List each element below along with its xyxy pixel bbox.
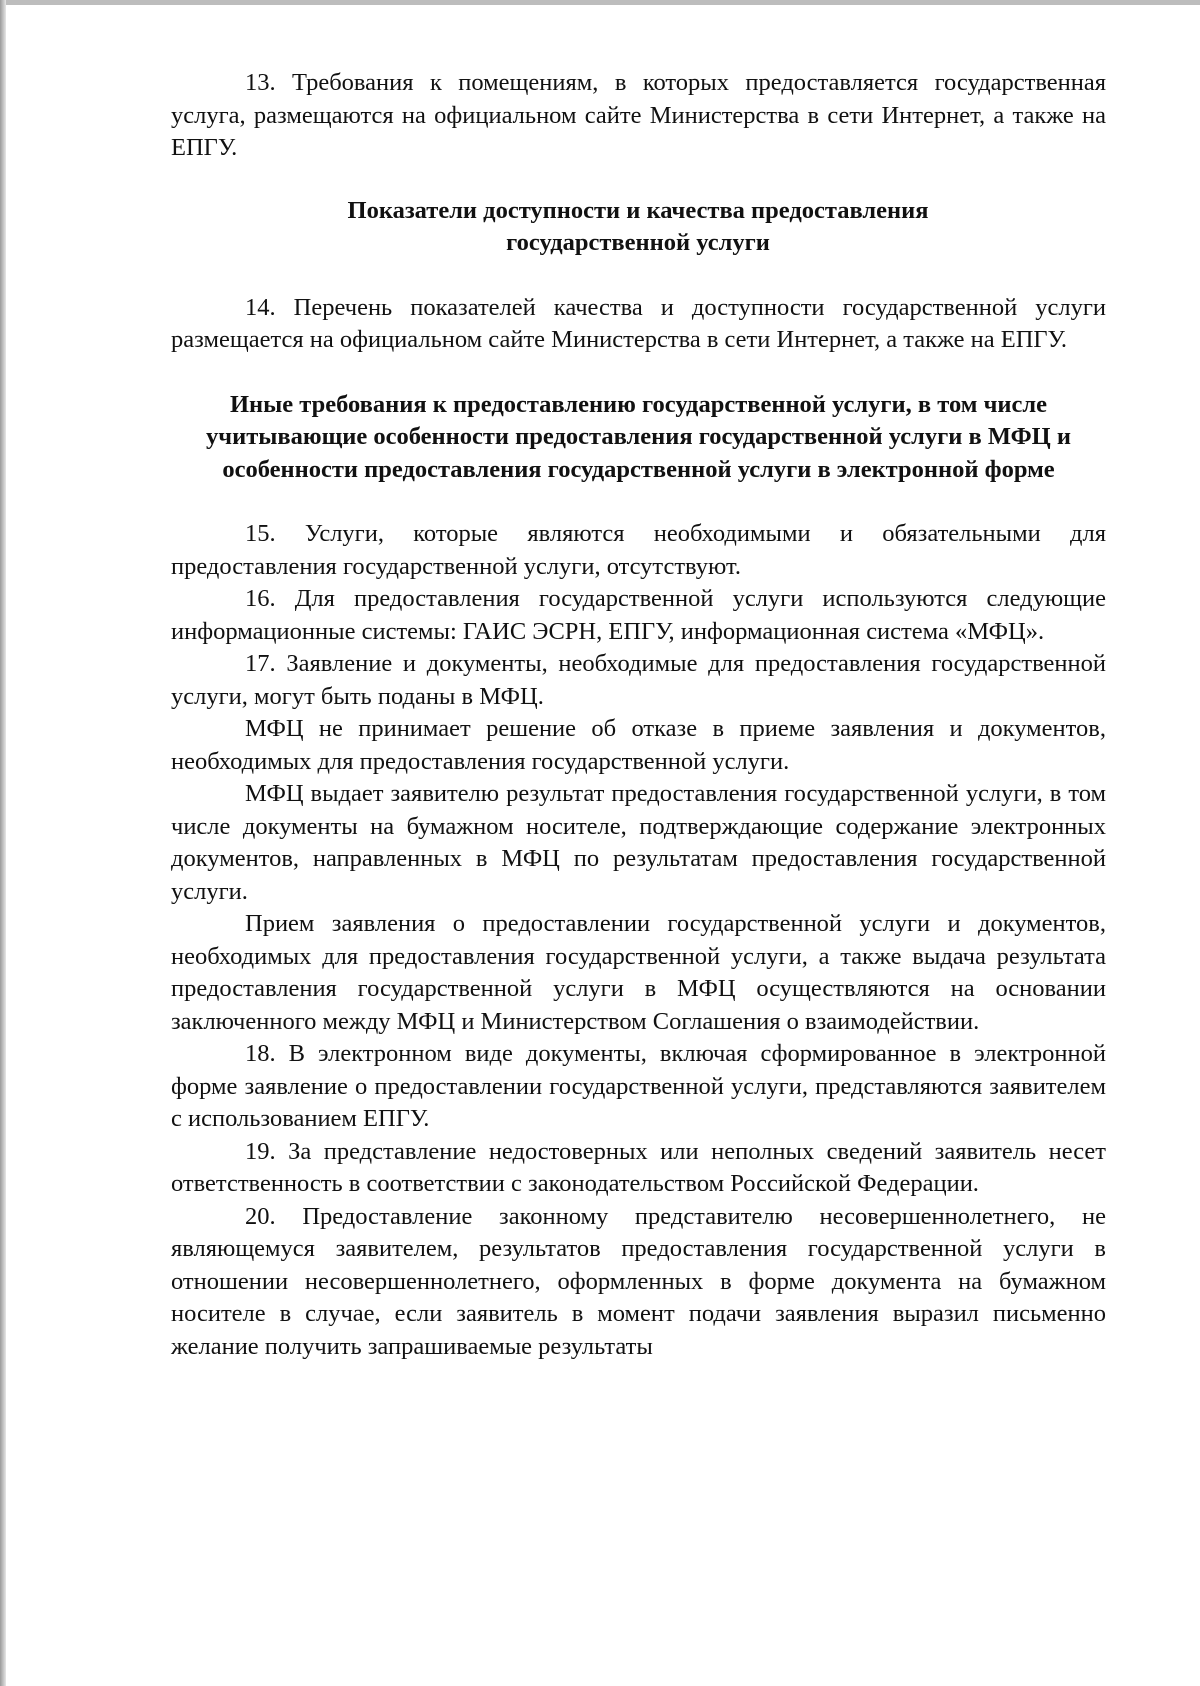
- paragraph-13: 13. Требования к помещениям, в которых предоставляется государственная услуга, размещаются на официальном сайте Министерства в сети Интернет, а также на ЕПГУ.: [171, 69, 1106, 161]
- document-page: [171, 67, 1106, 1363]
- scan-border-top: [0, 0, 1200, 5]
- paragraph-14: 14. Перечень показателей качества и доступности государственной услуги размещается на официальном сайте Министерства в сети Интернет, а также на ЕПГУ.: [171, 293, 1106, 353]
- scan-border-left: [0, 0, 6, 1686]
- paragraph-mfc-no-refusal: МФЦ не принимает решение об отказе в приеме заявления и документов, необходимых для предоставления государственной услуги.: [171, 715, 1106, 775]
- section-heading-other-requirements: Иные требования к предоставлению государственной услуги, в том числе учитывающие особенности предоставления государственной услуги в МФЦ и особенности предоставления государственной услуги в электронной форме: [206, 390, 1071, 483]
- paragraph-mfc-issues-result: МФЦ выдает заявителю результат предоставления государственной услуги, в том числе документы на бумажном носителе, подтверждающие содержание электронных документов, направленных в МФЦ по результатам предоставления государственной услуги.: [171, 780, 1106, 905]
- paragraph-16: 16. Для предоставления государственной услуги используются следующие информационные системы: ГАИС ЭСРН, ЕПГУ, информационная система «МФЦ».: [171, 585, 1106, 645]
- section-heading-accessibility: Показатели доступности и качества предоставления государственной услуги: [347, 196, 929, 256]
- paragraph-17: 17. Заявление и документы, необходимые для предоставления государственной услуги, могут быть поданы в МФЦ.: [171, 650, 1106, 710]
- paragraph-18: 18. В электронном виде документы, включая сформированное в электронной форме заявление о предоставлении государственной услуги, представляются заявителем с использованием ЕПГУ.: [171, 1040, 1106, 1132]
- paragraph-20: 20. Предоставление законному представителю несовершеннолетнего, не являющемуся заявителем, результатов предоставления государственной услуги в отношении несовершеннолетнего, оформленных в форме документа на бумажном носителе в случае, если заявитель в момент подачи заявления выразил письменно желание получить запрашиваемые результаты: [171, 1202, 1106, 1360]
- paragraph-19: 19. За представление недостоверных или неполных сведений заявитель несет ответственность в соответствии с законодательством Российской Федерации.: [171, 1137, 1106, 1197]
- paragraph-reception-agreement: Прием заявления о предоставлении государственной услуги и документов, необходимых для предоставления государственной услуги, а также выдача результата предоставления государственной услуги в МФЦ осуществляются на основании заключенного между МФЦ и Министерством Соглашения о взаимодействии.: [171, 910, 1106, 1035]
- paragraph-15: 15. Услуги, которые являются необходимыми и обязательными для предоставления государственной услуги, отсутствуют.: [171, 520, 1106, 580]
